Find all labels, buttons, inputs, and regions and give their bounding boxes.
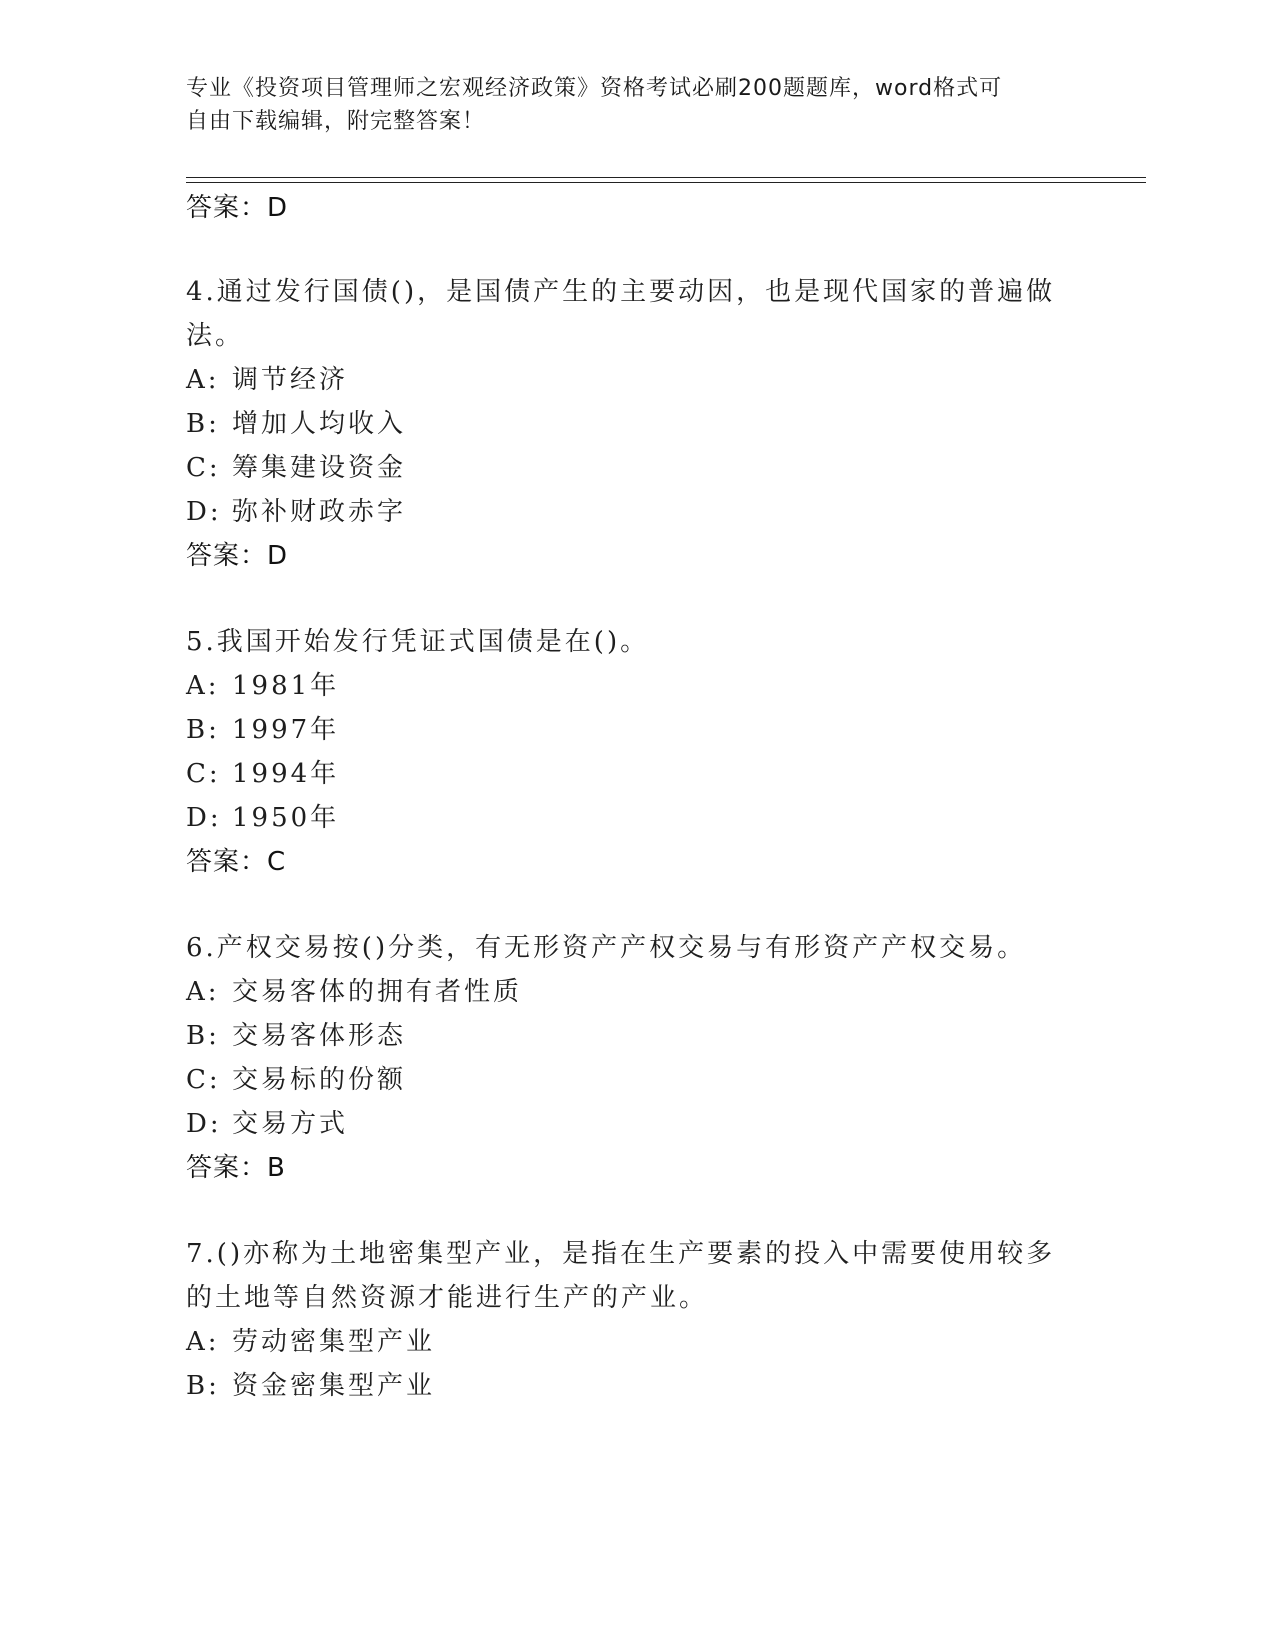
- option-text: 交易客体形态: [232, 1021, 407, 1051]
- option-key: B:: [186, 409, 220, 439]
- option-text: 1950年: [232, 803, 340, 833]
- option-key: C:: [186, 759, 221, 789]
- document-header: [186, 72, 1066, 138]
- answer-line: 答案：B: [186, 1153, 286, 1183]
- header-line-1: 专业《投资项目管理师之宏观经济政策》资格考试必刷200题题库，word格式可: [186, 76, 1003, 101]
- option-text: 1994年: [232, 759, 340, 789]
- question-text: 法。: [186, 321, 245, 351]
- option-key: A:: [186, 671, 220, 701]
- option-key: D:: [186, 497, 222, 527]
- option-text: 交易方式: [232, 1109, 349, 1139]
- option-text: 交易客体的拥有者性质: [232, 977, 523, 1007]
- option-a: [186, 359, 1086, 396]
- option-key: B:: [186, 715, 220, 745]
- option-text: 交易标的份额: [232, 1065, 407, 1095]
- option-d: [186, 797, 1086, 834]
- option-key: C:: [186, 1065, 221, 1095]
- answer-line: 答案：D: [186, 541, 289, 571]
- option-text: 资金密集型产业: [232, 1371, 436, 1401]
- option-key: B:: [186, 1021, 220, 1051]
- option-a: [186, 665, 1086, 702]
- question-text: 7.()亦称为土地密集型产业，是指在生产要素的投入中需要使用较多: [186, 1239, 1056, 1269]
- answer-line: 答案：C: [186, 847, 287, 877]
- option-a: [186, 1321, 1086, 1358]
- question-text: 4.通过发行国债()，是国债产生的主要动因，也是现代国家的普遍做: [186, 277, 1056, 307]
- option-b: [186, 1365, 1086, 1402]
- option-text: 增加人均收入: [232, 409, 407, 439]
- option-text: 1997年: [232, 715, 340, 745]
- option-key: C:: [186, 453, 221, 483]
- option-c: [186, 1059, 1086, 1096]
- option-key: A:: [186, 1327, 220, 1357]
- option-text: 调节经济: [232, 365, 349, 395]
- option-text: 筹集建设资金: [232, 453, 407, 483]
- option-text: 弥补财政赤字: [232, 497, 407, 527]
- option-text: 1981年: [232, 671, 340, 701]
- header-divider: [186, 177, 1146, 183]
- option-key: D:: [186, 1109, 222, 1139]
- option-text: 劳动密集型产业: [232, 1327, 436, 1357]
- option-key: A:: [186, 365, 220, 395]
- option-b: [186, 709, 1086, 746]
- question-text: 的土地等自然资源才能进行生产的产业。: [186, 1283, 709, 1313]
- option-key: B:: [186, 1371, 220, 1401]
- question-text: 6.产权交易按()分类，有无形资产产权交易与有形资产产权交易。: [186, 933, 1027, 963]
- option-d: [186, 491, 1086, 528]
- option-d: [186, 1103, 1086, 1140]
- answer-line: 答案：D: [186, 193, 289, 223]
- option-key: A:: [186, 977, 220, 1007]
- option-a: [186, 971, 1086, 1008]
- option-c: [186, 753, 1086, 790]
- question-text: 5.我国开始发行凭证式国债是在()。: [186, 627, 650, 657]
- option-c: [186, 447, 1086, 484]
- option-b: [186, 403, 1086, 440]
- option-b: [186, 1015, 1086, 1052]
- option-key: D:: [186, 803, 222, 833]
- header-line-2: 自由下载编辑，附完整答案！: [186, 109, 486, 134]
